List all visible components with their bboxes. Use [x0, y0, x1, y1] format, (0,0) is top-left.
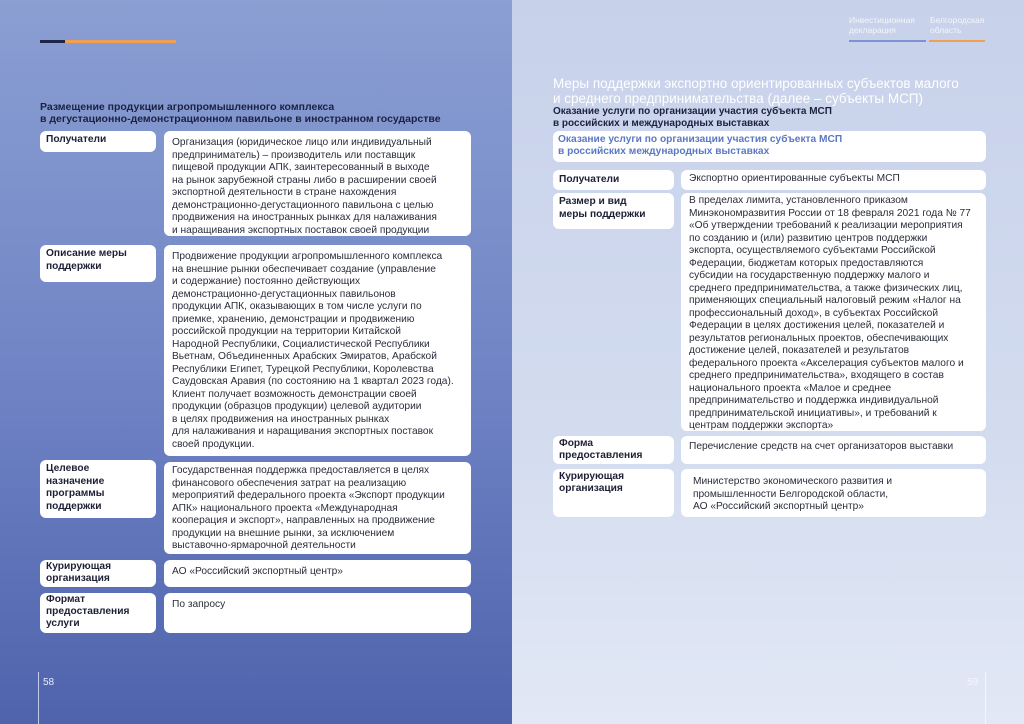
- header-link-declaration[interactable]: Инвестиционная декларация: [849, 15, 915, 35]
- header-underline-blue: [849, 40, 926, 42]
- header-underline-orange: [929, 40, 985, 42]
- page-number-rule: [38, 672, 39, 724]
- highlight-box: Оказание услуги по организации участия субъекта МСП в российских международных выставках: [553, 131, 986, 162]
- label-purpose: Целевое назначение программы поддержки: [40, 460, 156, 518]
- label-format: Формат предоставления услуги: [40, 593, 156, 633]
- label-curator-msp: Курирующая организация: [553, 469, 674, 517]
- value-purpose: Государственная поддержка предоставляется в целях финансового обеспечения затрат на реализацию мероприятий федерального проекта «Экспорт продукции АПК» национального проекта «Международная кооперация и экспорт», направленных на продвижение продукции на внешние рынки, за исключением выставочно-ярмарочной деятельности: [164, 462, 471, 554]
- label-support-size: Размер и вид меры поддержки: [553, 193, 674, 229]
- label-curator: Курирующая организация: [40, 560, 156, 587]
- page-number-rule-right: [985, 672, 986, 724]
- label-provision-form: Форма предоставления: [553, 436, 674, 464]
- value-description: Продвижение продукции агропромышленного комплекса на внешние рынки обеспечивает создание (управление и содержание) постоянно действующих демонстрационно-дегустационных павильонов продукции АПК, оказывающих в том числе услуги по приемке, хранению, демонстрации и продвижению российской продукции на территории Китайской Народной Республики, Социалистической Республики Вьетнам, Объединенных Арабских Эмиратов, Арабской Республики Египет, Турецкой Республики, Королевства Саудовская Аравия (по состоянию на 1 квартал 2023 года). Клиент получает возможность демонстрации своей продукции (образцов продукции) целевой аудитории в целях продвижения на иностранных рынках для налаживания и наращивания экспортных поставок своей продукции.: [164, 245, 471, 456]
- header-link-region[interactable]: Белгородская область: [930, 15, 985, 35]
- value-curator: АО «Российский экспортный центр»: [164, 560, 471, 587]
- label-description: Описание меры поддержки: [40, 245, 156, 282]
- page-number: 58: [43, 677, 55, 688]
- page-subtitle: Оказание услуги по организации участия субъекта МСП в российских и международных выставках: [553, 106, 832, 129]
- section-title: Размещение продукции агропромышленного комплекса в дегустационно-демонстрационном павильоне в иностранном государстве: [40, 101, 441, 125]
- page-number-right: 59: [967, 677, 979, 688]
- value-provision-form: Перечисление средств на счет организаторов выставки: [681, 436, 986, 464]
- value-format: По запросу: [164, 593, 471, 633]
- page-title: Меры поддержки экспортно ориентированных субъектов малого и среднего предпринимательства (далее – субъекты МСП): [553, 76, 959, 106]
- value-recipients: Организация (юридическое лицо или индивидуальный предприниматель) – производитель или поставщик пищевой продукции АПК, заинтересованный в выходе на рынок зарубежной страны либо в расширении своей экспортной деятельности в стране нахождения демонстрационно-дегустационного павильона с целью продвижения на иностранных рынках для налаживания и наращивания экспортных поставок своей продукции: [164, 131, 471, 236]
- value-support-size: В пределах лимита, установленного приказом Минэкономразвития России от 18 февраля 2021 года № 77 «Об утверждении требований к реализации мероприятия по созданию и (или) развитию центров поддержки экспорта, осуществляемого субъектами Российской Федерации, бюджетам которых предоставляются субсидии на государственную поддержку малого и среднего предпринимательства, а также физических лиц, применяющих специальный налоговый режим «Налог на профессиональный доход», в субъектах Российской Федерации в целях достижения целей, показателей и результатов региональных проектов, обеспечивающих достижение целей, показателей и результатов федерального проекта «Акселерация субъектов малого и среднего предпринимательства», входящего в состав национального проекта «Малое и среднее предпринимательство и поддержка индивидуальной предпринимательской инициативы», и требований к центрам поддержки экспорта»: [681, 193, 986, 431]
- decor-line-orange: [65, 40, 176, 43]
- value-recipients-msp: Экспортно ориентированные субъекты МСП: [681, 170, 986, 190]
- decor-line-dark: [40, 40, 65, 43]
- value-curator-msp: Министерство экономического развития и промышленности Белгородской области, АО «Российский экспортный центр»: [681, 469, 986, 517]
- label-recipients-msp: Получатели: [553, 170, 674, 190]
- label-recipients: Получатели: [40, 131, 156, 152]
